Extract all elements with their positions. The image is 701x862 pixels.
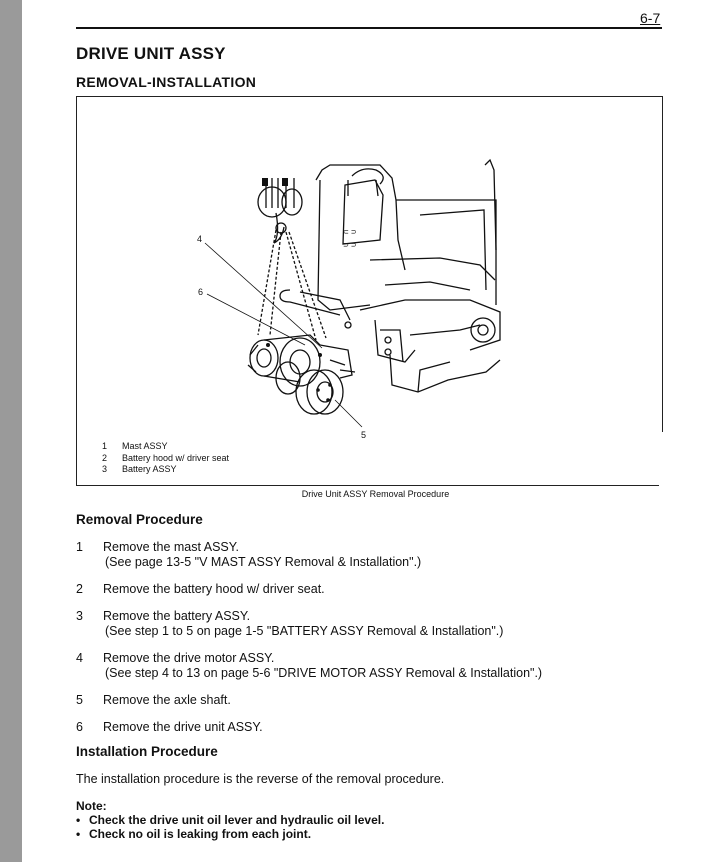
legend-item: 3 Battery ASSY [102, 464, 177, 474]
removal-steps [76, 540, 676, 747]
seat-mark-1: ⊂ ⊃ [343, 229, 357, 236]
seat-mark-2: ⊃ ⊃ [343, 242, 357, 249]
legend-item: 2 Battery hood w/ driver seat [102, 452, 230, 463]
callout-6: 6 [198, 287, 204, 297]
list-item: 5 Remove the axle shaft. [76, 693, 231, 707]
figure-legend [102, 441, 229, 476]
list-item: 1 Remove the mast ASSY. (See page 13-5 "V MAST ASSY Removal & Installation".) [76, 540, 422, 569]
list-item: • Check the drive unit oil lever and hydraulic oil level. [76, 813, 385, 827]
installation-text: The installation procedure is the reverse of the removal procedure. [76, 772, 445, 786]
legend-item: 1 Mast ASSY [102, 441, 168, 451]
callout-4: 4 [197, 234, 203, 244]
removal-heading: Removal Procedure [76, 512, 203, 527]
page-number: 6-7 [640, 10, 661, 26]
list-item: 3 Remove the battery ASSY. (See step 1 to 5 on page 1-5 "BATTERY ASSY Removal & Installation".) [76, 609, 504, 638]
bullet-icon: • [76, 813, 81, 827]
installation-heading: Installation Procedure [76, 744, 218, 759]
list-item: 2 Remove the battery hood w/ driver seat. [76, 582, 325, 596]
bullet-icon: • [76, 827, 81, 841]
callout-5: 5 [361, 430, 367, 440]
list-item: • Check no oil is leaking from each joint. [76, 827, 312, 841]
page-title: DRIVE UNIT ASSY [76, 44, 226, 63]
note-label: Note: [76, 799, 107, 813]
list-item: 4 Remove the drive motor ASSY. (See step 4 to 13 on page 5-6 "DRIVE MOTOR ASSY Removal & Installation".) [76, 651, 543, 680]
note-list [76, 813, 384, 841]
section-subtitle: REMOVAL-INSTALLATION [76, 74, 257, 90]
list-item: 6 Remove the drive unit ASSY. [76, 720, 263, 734]
figure-caption: Drive Unit ASSY Removal Procedure [301, 489, 450, 499]
